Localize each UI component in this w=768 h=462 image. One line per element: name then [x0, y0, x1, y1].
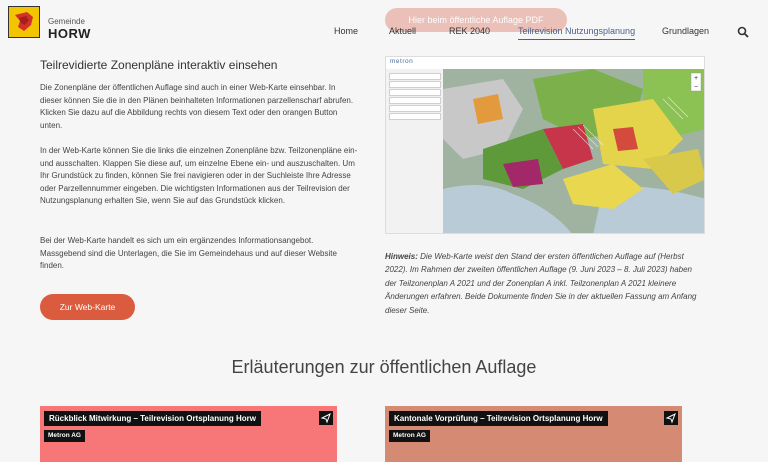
map-canvas: [443, 69, 705, 234]
coat-of-arms-icon: [9, 7, 39, 37]
card-author-tag: Metron AG: [389, 430, 430, 442]
nav-item-teilrevision[interactable]: Teilrevision Nutzungsplanung: [518, 26, 635, 40]
share-icon[interactable]: [319, 411, 333, 425]
instructions-paragraph: In der Web-Karte können Sie die links die einzelnen Zonenpläne bzw. Teilzonenpläne ein- und ausschalten. Klappen Sie diese auf, um einzelne Ebene ein- und auszuschalten. Um Ihr Grundstück zu finden, können Sie frei navigieren oder in der Suchleiste Ihre Adresse oder Parzellennummer eingeben. Die wichtigsten Informationen aus der Teilrevision der Nutzungsplanung erhalten Sie, wenn Sie auf das Grundstück klicken.: [40, 146, 358, 206]
card-author-tag: Metron AG: [44, 430, 85, 442]
web-map-preview[interactable]: [385, 56, 705, 234]
share-icon[interactable]: [664, 411, 678, 425]
section-title-zonenplaene: Teilrevidierte Zonenpläne interaktiv einsehen: [40, 58, 278, 72]
intro-paragraph: Die Zonenpläne der öffentlichen Auflage sind auch in einer Web-Karte einsehbar. In dieser können Sie die in den Plänen beinhalteten Informationen parzellenscharf abrufen. Klicken Sie dazu auf die Abbildung rechts von diesem Text oder den orangen Button unten.: [40, 83, 354, 130]
svg-text:−: −: [693, 84, 699, 91]
map-layer-panel: [386, 69, 444, 234]
info-paragraph: Bei der Web-Karte handelt es sich um ein ergänzendes Informationsangebot. Massgebend sind die Unterlagen, die Sie im Gemeindehaus und auf dieser Website finden.: [40, 236, 337, 271]
nav-item-rek-2040[interactable]: REK 2040: [449, 26, 491, 36]
brand-small-text: Gemeinde: [48, 17, 85, 26]
floating-pdf-button[interactable]: Hier beim öffentliche Auflage PDF: [385, 8, 567, 32]
site-header: [0, 0, 768, 56]
section-title-erlaeuterungen: Erläuterungen zur öffentlichen Auflage: [231, 357, 537, 377]
card-rueckblick-mitwirkung[interactable]: [40, 406, 337, 462]
brand[interactable]: [48, 18, 91, 40]
svg-text:+: +: [693, 75, 699, 82]
nav-item-home[interactable]: Home: [334, 26, 359, 36]
brand-name: HORW: [48, 26, 91, 41]
map-brand: metron: [390, 58, 414, 65]
hint-text: Die Web-Karte weist den Stand der ersten öffentlichen Auflage auf (Herbst 2022). Im Rahmen der zweiten öffentlichen Auflage (9. Juni 2023 – 8. Juli 2023) haben der Teilzonenplan A 2021 und der Zonenplan A inkl. Teilzonenplan A 2021 kleinere Änderungen erfahren. Beide Dokumente finden Sie in der aktuellen Fassung am Anfang dieser Seite.: [385, 252, 697, 315]
map-hint: [385, 250, 705, 317]
horw-logo[interactable]: [8, 6, 40, 38]
web-map-button[interactable]: Zur Web-Karte: [40, 294, 135, 320]
card-title: Rückblick Mitwirkung – Teilrevision Ortsplanung Horw: [44, 411, 261, 426]
card-kantonale-vorpruefung[interactable]: [385, 406, 682, 462]
nav-item-aktuell[interactable]: Aktuell: [389, 26, 417, 36]
nav-item-grundlagen[interactable]: Grundlagen: [662, 26, 710, 36]
hint-label: Hinweis:: [385, 252, 418, 261]
search-icon[interactable]: [737, 26, 749, 38]
card-title: Kantonale Vorprüfung – Teilrevision Ortsplanung Horw: [389, 411, 608, 426]
